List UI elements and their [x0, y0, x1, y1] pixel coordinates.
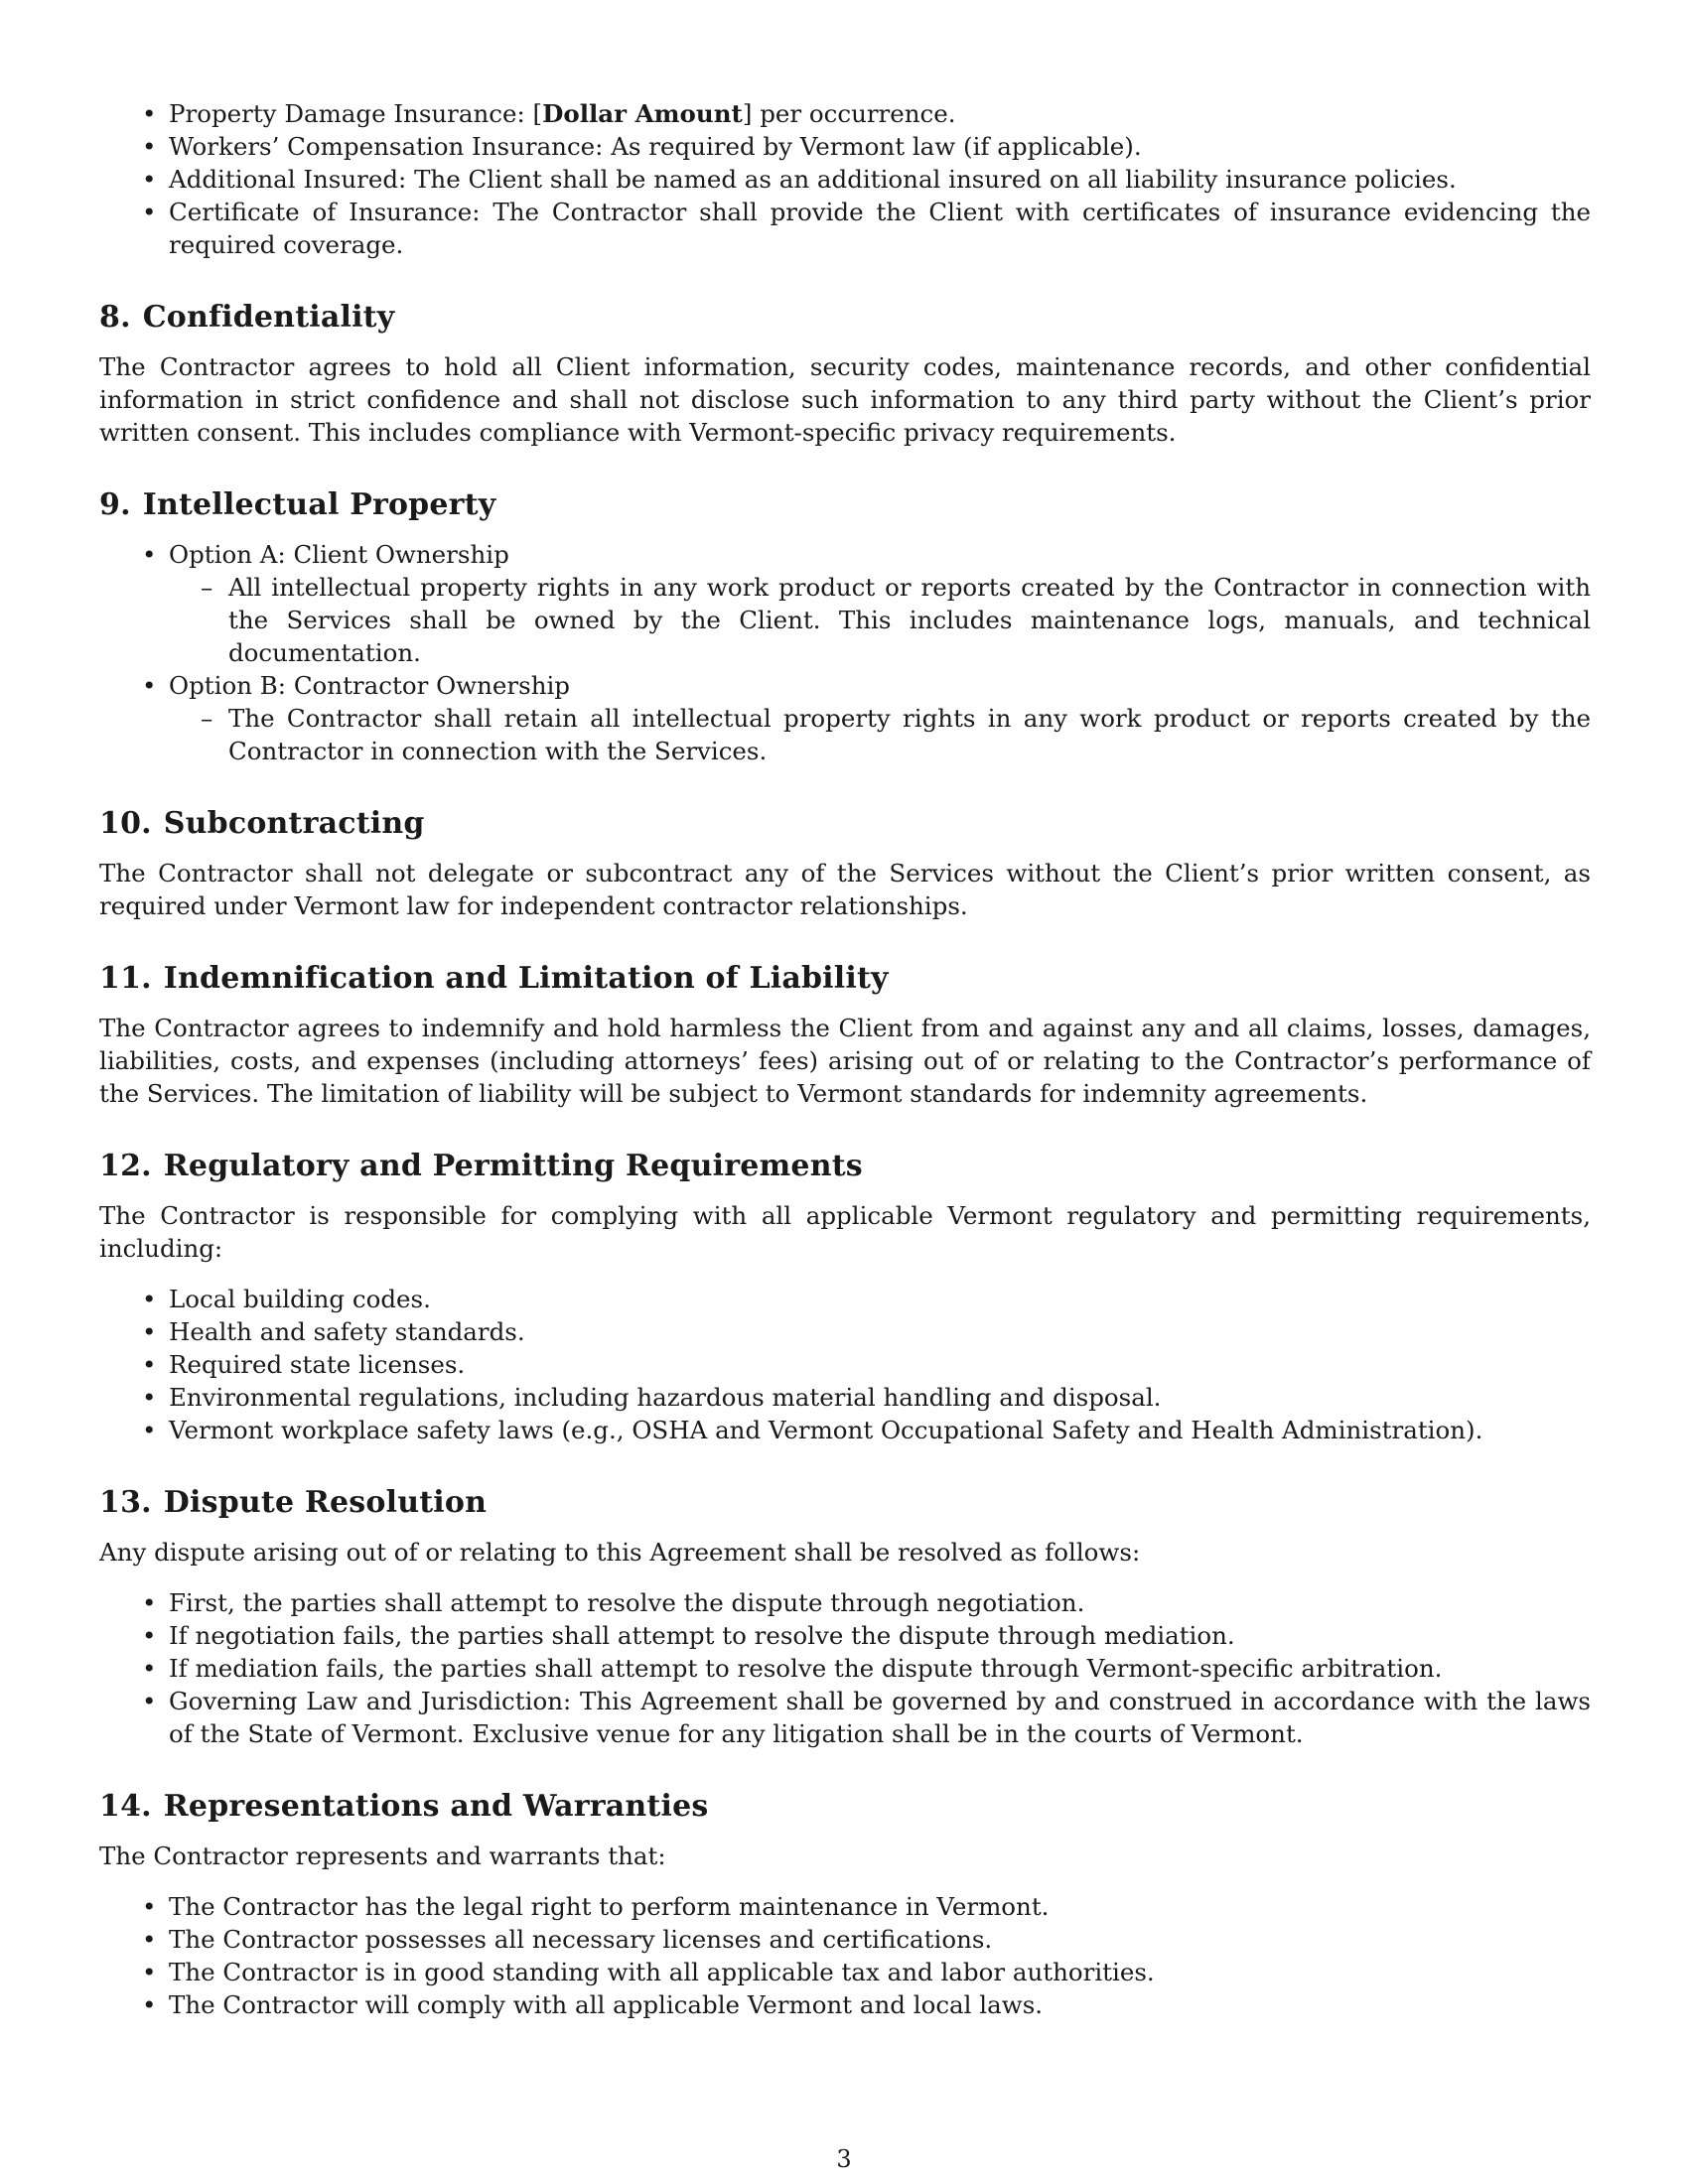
- section-heading: 12. Regulatory and Permitting Requirements: [99, 1149, 863, 1183]
- list-item: • The Contractor has the legal right to perform maintenance in Vermont.: [99, 1890, 1591, 1923]
- list-item: • Option A: Client Ownership – All intellectual property rights in any work product or reports created by the Contractor in connection with the Services shall be owned by the Client. This includes maintenance logs, manuals, and technical documentation.: [99, 538, 1591, 669]
- list-item: • The Contractor possesses all necessary licenses and certifications.: [99, 1923, 1591, 1956]
- warranties-list: [99, 1890, 1591, 2021]
- sub-list-item: – The Contractor shall retain all intellectual property rights in any work product or reports created by the Contractor in connection with the Services.: [169, 702, 1591, 767]
- section-intro: Any dispute arising out of or relating to this Agreement shall be resolved as follows:: [99, 1538, 1141, 1567]
- insurance-list: [99, 97, 1591, 261]
- list-item: • Workers’ Compensation Insurance: As required by Vermont law (if applicable).: [99, 130, 1591, 163]
- list-item: • Governing Law and Jurisdiction: This Agreement shall be governed by and construed in accordance with the laws of the State of Vermont. Exclusive venue for any litigation shall be in the courts of Vermont.: [99, 1685, 1591, 1750]
- placeholder-dollar-amount: Dollar Amount: [542, 99, 743, 128]
- regulatory-list: [99, 1283, 1591, 1446]
- list-item: • If negotiation fails, the parties shall attempt to resolve the dispute through mediation.: [99, 1619, 1591, 1652]
- section-body: The Contractor agrees to hold all Client information, security codes, maintenance records, and other confidential information in strict confidence and shall not disclose such information to any third party without the Client’s prior written consent. This includes compliance with Vermont-specific privacy requirements.: [99, 352, 1591, 447]
- sub-list: [169, 702, 1591, 767]
- list-item: • If mediation fails, the parties shall attempt to resolve the dispute through Vermont-specific arbitration.: [99, 1652, 1591, 1685]
- section-heading: 13. Dispute Resolution: [99, 1485, 488, 1520]
- sub-list-item: – All intellectual property rights in any work product or reports created by the Contractor in connection with the Services shall be owned by the Client. This includes maintenance logs, manuals, and technical documentation.: [169, 571, 1591, 669]
- list-item: • Local building codes.: [99, 1283, 1591, 1315]
- dispute-list: [99, 1586, 1591, 1750]
- section-intro: The Contractor represents and warrants that:: [99, 1842, 666, 1870]
- list-item: • Certificate of Insurance: The Contractor shall provide the Client with certificates of insurance evidencing the required coverage.: [99, 196, 1591, 261]
- section-representations: [99, 1788, 1591, 2021]
- section-intro: The Contractor is responsible for complying with all applicable Vermont regulatory and permitting requirements, including:: [99, 1201, 1591, 1263]
- section-subcontracting: [99, 805, 1591, 922]
- list-item: • First, the parties shall attempt to resolve the dispute through negotiation.: [99, 1586, 1591, 1619]
- section-regulatory: [99, 1148, 1591, 1446]
- section-heading: 8. Confidentiality: [99, 300, 395, 335]
- list-item: • Vermont workplace safety laws (e.g., OSHA and Vermont Occupational Safety and Health Administration).: [99, 1414, 1591, 1446]
- list-item: • Option B: Contractor Ownership – The Contractor shall retain all intellectual property rights in any work product or reports created by the Contractor in connection with the Services.: [99, 669, 1591, 767]
- page-number: 3: [836, 2145, 852, 2173]
- section-body: The Contractor shall not delegate or subcontract any of the Services without the Client’s prior written consent, as required under Vermont law for independent contractor relationships.: [99, 859, 1591, 920]
- section-intellectual-property: [99, 486, 1591, 767]
- section-confidentiality: [99, 299, 1591, 449]
- list-item: • Health and safety standards.: [99, 1315, 1591, 1348]
- section-indemnification: [99, 960, 1591, 1110]
- list-item: • Environmental regulations, including hazardous material handling and disposal.: [99, 1381, 1591, 1414]
- document-page: [99, 97, 1591, 2021]
- sub-list: [169, 571, 1591, 669]
- ip-options-list: [99, 538, 1591, 767]
- section-heading: 10. Subcontracting: [99, 806, 425, 841]
- section-body: The Contractor agrees to indemnify and hold harmless the Client from and against any and all claims, losses, damages, liabilities, costs, and expenses (including attorneys’ fees) arising out of or relating to the Contractor’s performance of the Services. The limitation of liability will be subject to Vermont standards for indemnity agreements.: [99, 1014, 1591, 1108]
- list-item: • Required state licenses.: [99, 1348, 1591, 1381]
- list-item: • Additional Insured: The Client shall be named as an additional insured on all liability insurance policies.: [99, 163, 1591, 196]
- section-heading: 9. Intellectual Property: [99, 487, 496, 522]
- list-item: • Property Damage Insurance: [Dollar Amount] per occurrence.: [99, 97, 1591, 130]
- section-heading: 11. Indemnification and Limitation of Liability: [99, 961, 889, 996]
- list-item: • The Contractor will comply with all applicable Vermont and local laws.: [99, 1988, 1591, 2021]
- section-heading: 14. Representations and Warranties: [99, 1789, 709, 1824]
- section-dispute-resolution: [99, 1484, 1591, 1750]
- list-item: • The Contractor is in good standing with all applicable tax and labor authorities.: [99, 1956, 1591, 1988]
